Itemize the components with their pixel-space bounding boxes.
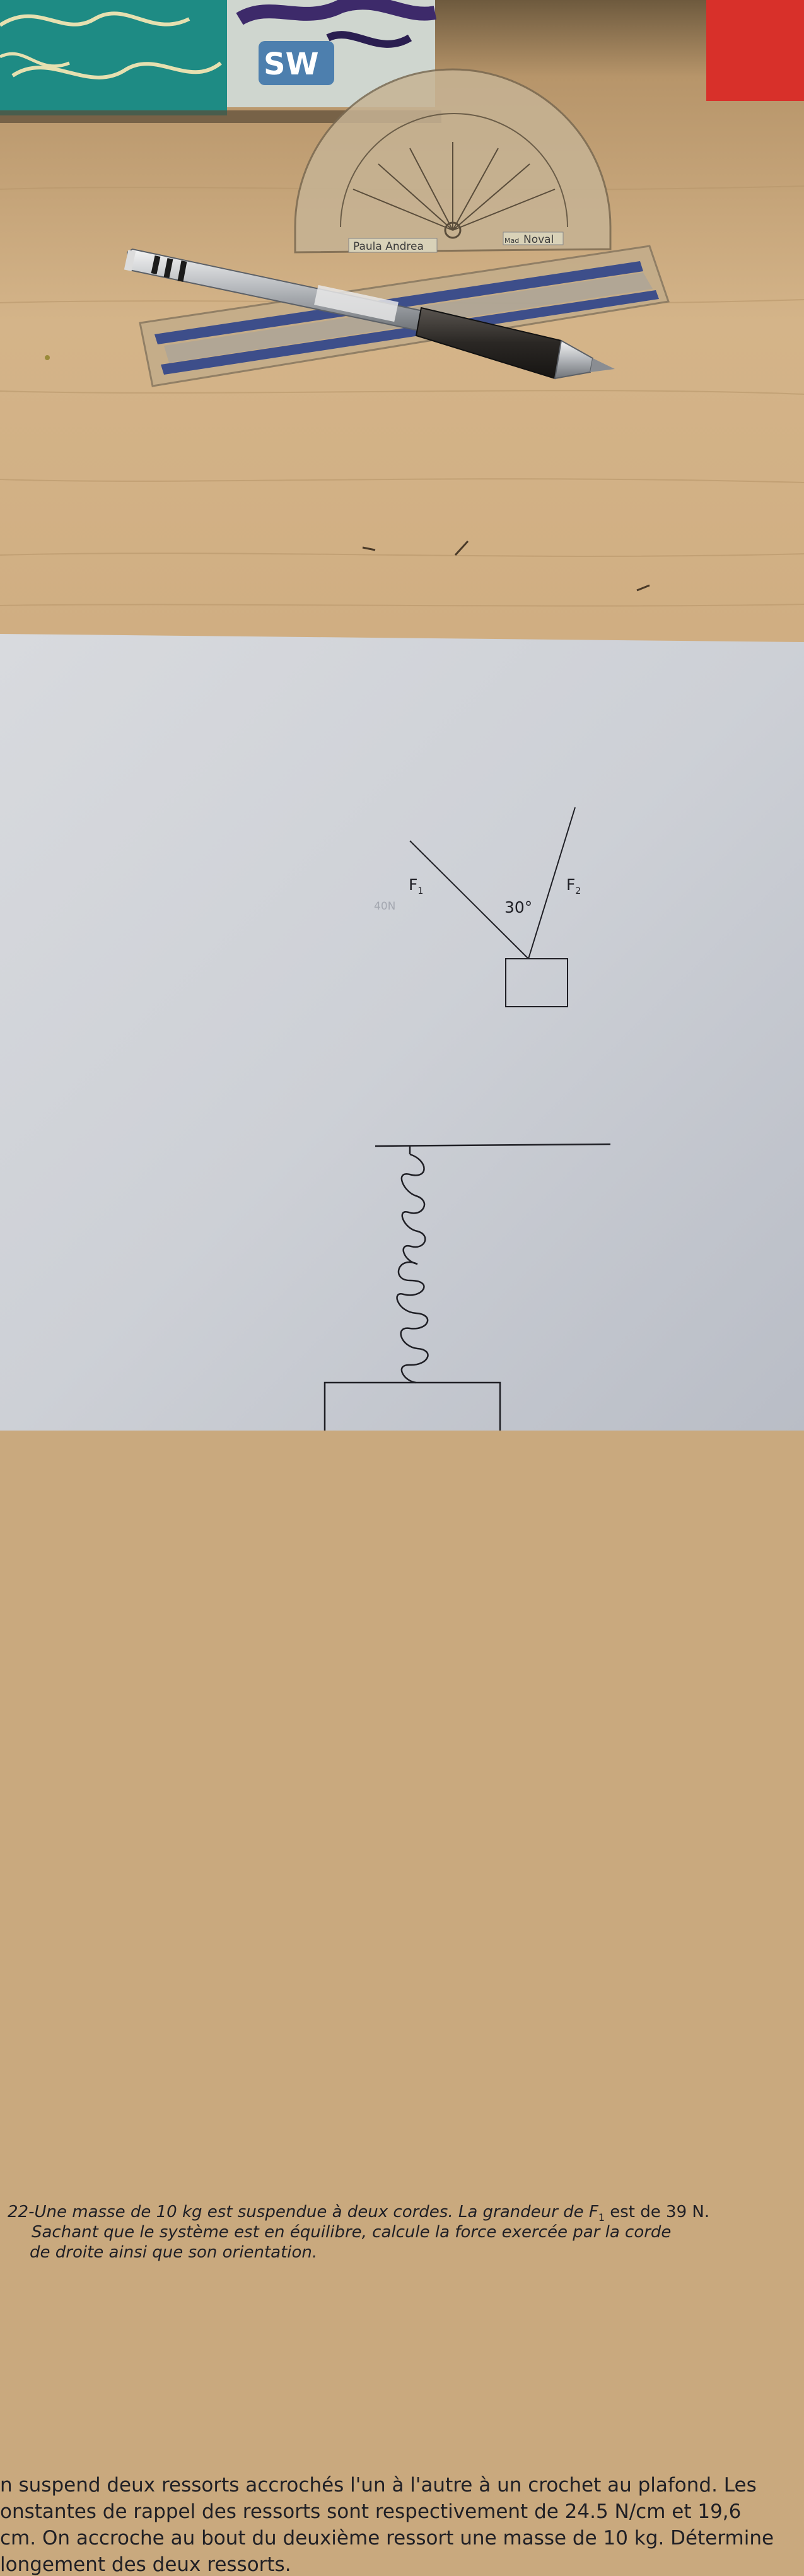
pencil-note: 40N: [374, 900, 396, 913]
q23-line-1: n suspend deux ressorts accrochés l'un à l'autre à un crochet au plafond. Les: [0, 2474, 757, 2497]
q22-f1-subscript: 1: [598, 2211, 605, 2224]
label-f2: [566, 875, 581, 896]
label-f1-text: F: [409, 875, 418, 894]
q22-line-1-text: 22-Une masse de 10 kg est suspendue à deux cordes. La grandeur de F: [8, 2203, 598, 2222]
angle-label: 30°: [504, 898, 533, 916]
label-f2-subscript: 2: [575, 886, 581, 896]
q23-line-2: onstantes de rappel des ressorts sont respectivement de 24.5 N/cm et 19,6: [0, 2500, 742, 2523]
protractor-sticker-right-text: Noval: [523, 233, 554, 246]
label-f2-text: F: [566, 875, 576, 894]
q23-line-4: longement des deux ressorts.: [0, 2553, 291, 2576]
q22-line-3: de droite ainsi que son orientation.: [30, 2243, 318, 2262]
label-f1-subscript: 1: [417, 886, 424, 896]
q22-line-1: [8, 2203, 709, 2223]
q22-line-1-suffix: est de 39 N.: [605, 2203, 710, 2222]
worksheet-paper: [0, 634, 804, 1431]
pencil-case-text: SW: [264, 47, 319, 82]
q23-line-3: cm. On accroche au bout du deuxième ressort une masse de 10 kg. Détermine: [0, 2527, 774, 2550]
red-object: [706, 0, 804, 101]
q22-line-2: Sachant que le système est en équilibre, calcule la force exercée par la corde: [32, 2223, 672, 2242]
protractor-sticker-right-prefix: Mad: [504, 237, 520, 245]
protractor-sticker-left-text: Paula Andrea: [353, 240, 424, 253]
label-f1: [409, 875, 423, 896]
